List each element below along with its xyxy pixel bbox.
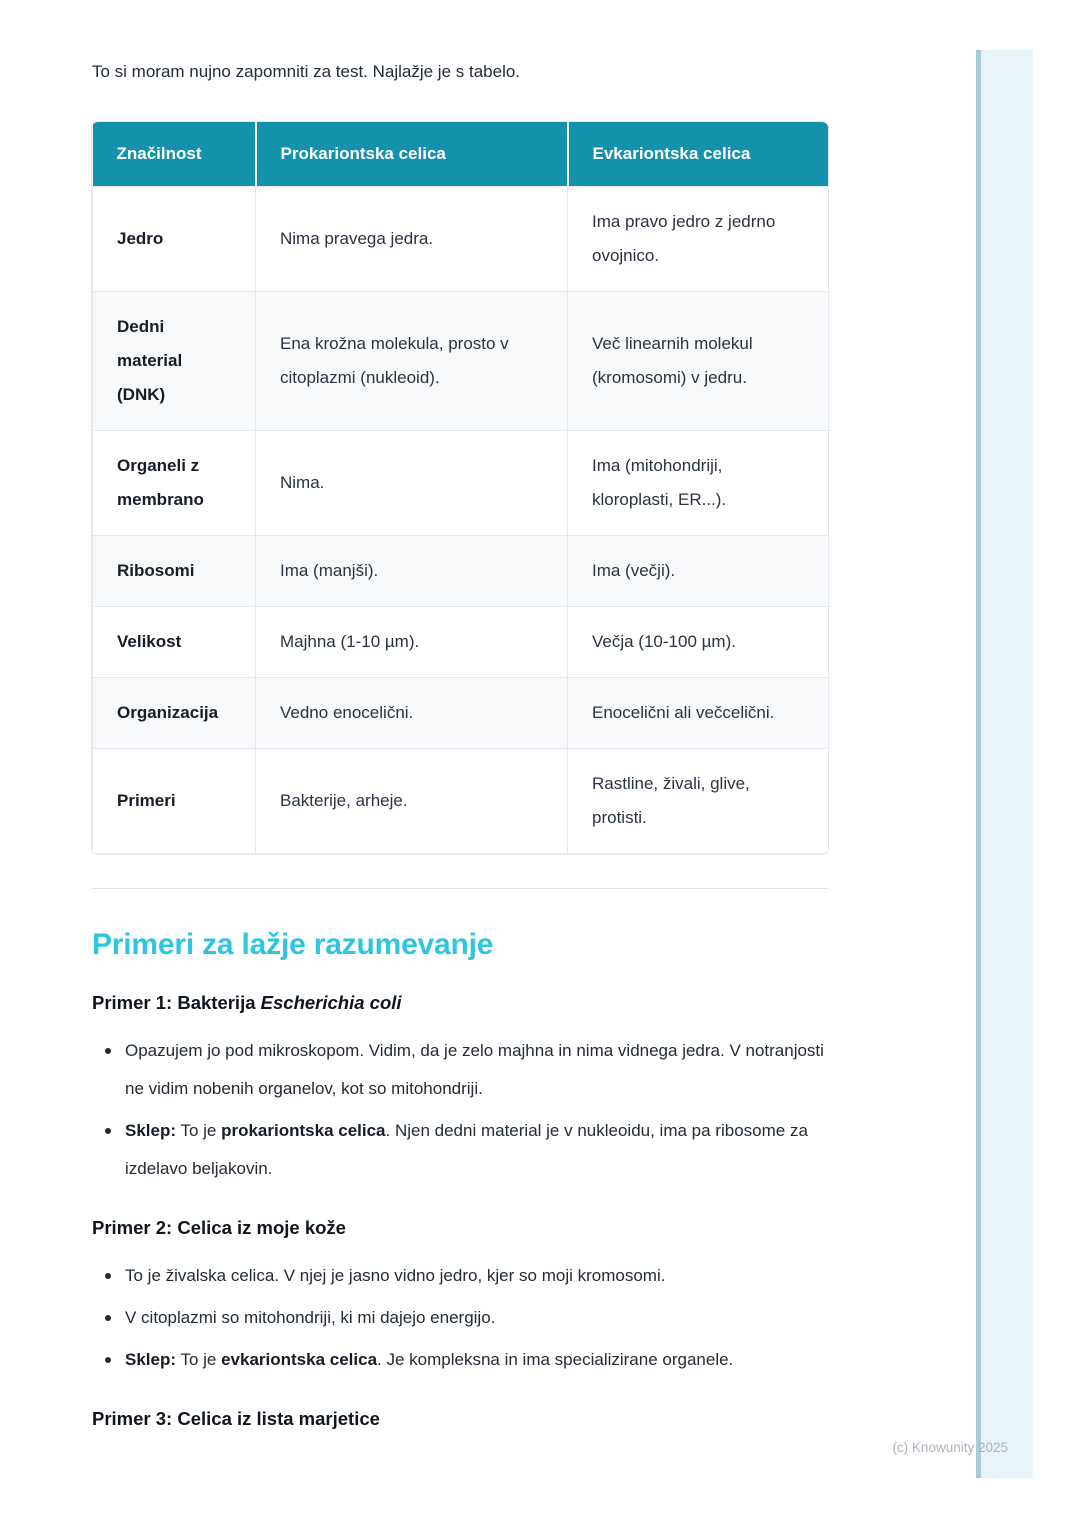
text-segment: To je (176, 1121, 222, 1140)
feature-cell: Primeri (93, 749, 256, 854)
text-segment: Sklep: (125, 1121, 177, 1140)
eukaryote-cell: Rastline, živali, glive, protisti. (568, 749, 829, 854)
text-segment: prokariontska celica (221, 1121, 386, 1140)
column-header-feature: Značilnost (93, 122, 256, 187)
prokaryote-cell: Ima (manjši). (256, 536, 568, 607)
table-row (93, 187, 829, 292)
list-item (125, 1032, 828, 1108)
example-bullets (92, 1032, 828, 1188)
text-segment: Sklep: (125, 1350, 177, 1369)
prokaryote-cell: Nima pravega jedra. (256, 187, 568, 292)
eukaryote-cell: Ima (večji). (568, 536, 829, 607)
text-segment: Escherichia coli (260, 992, 402, 1013)
text-segment: Primer 1: Bakterija (92, 992, 261, 1013)
feature-cell: Velikost (93, 607, 256, 678)
example-bullets (92, 1257, 828, 1379)
page-edge-panel (981, 50, 1033, 1478)
feature-cell: Dedni material (DNK) (93, 292, 256, 431)
list-item (125, 1299, 828, 1337)
prokaryote-cell: Majhna (1-10 µm). (256, 607, 568, 678)
list-item (125, 1341, 828, 1379)
section-heading: Primeri za lažje razumevanje (92, 928, 494, 961)
prokaryote-cell: Nima. (256, 431, 568, 536)
table-header (93, 122, 829, 187)
example-title (92, 1407, 828, 1431)
example-title (92, 1216, 828, 1240)
text-segment: Primer 3: Celica iz lista marjetice (92, 1408, 380, 1429)
watermark: (c) Knowunity 2025 (892, 1440, 1008, 1455)
text-segment: To je živalska celica. V njej je jasno vidno jedro, kjer so moji kromosomi. (125, 1266, 666, 1285)
table-row (93, 678, 829, 749)
intro-paragraph: To si moram nujno zapomniti za test. Najlažje je s tabelo. (92, 62, 521, 81)
text-segment: To je (176, 1350, 222, 1369)
list-item (125, 1112, 828, 1188)
table-header-row (93, 122, 829, 187)
comparison-table (92, 122, 828, 854)
prokaryote-cell: Bakterije, arheje. (256, 749, 568, 854)
text-segment: Primer 2: Celica iz moje kože (92, 1217, 346, 1238)
examples (92, 991, 828, 1431)
table-body (93, 187, 829, 854)
feature-cell: Ribosomi (93, 536, 256, 607)
table-row (93, 431, 829, 536)
table-row (93, 292, 829, 431)
eukaryote-cell: Ima pravo jedro z jedrno ovojnico. (568, 187, 829, 292)
table-row (93, 536, 829, 607)
eukaryote-cell: Več linearnih molekul (kromosomi) v jedru. (568, 292, 829, 431)
list-item (125, 1257, 828, 1295)
eukaryote-cell: Večja (10-100 µm). (568, 607, 829, 678)
feature-cell: Organizacija (93, 678, 256, 749)
column-header-eukaryote: Evkariontska celica (568, 122, 829, 187)
eukaryote-cell: Enocelični ali večcelični. (568, 678, 829, 749)
table-row (93, 749, 829, 854)
text-segment: . Njen dedni material je v nukleoidu, ima pa ribosome za izdelavo beljakovin. (125, 1121, 808, 1178)
feature-cell: Jedro (93, 187, 256, 292)
document-content (92, 0, 828, 1431)
example-title (92, 991, 828, 1015)
feature-cell: Organeli z membrano (93, 431, 256, 536)
comparison-table-wrap (92, 122, 828, 854)
text-segment: . Je kompleksna in ima specializirane organele. (377, 1350, 734, 1369)
prokaryote-cell: Vedno enocelični. (256, 678, 568, 749)
prokaryote-cell: Ena krožna molekula, prosto v citoplazmi (nukleoid). (256, 292, 568, 431)
table-row (93, 607, 829, 678)
text-segment: evkariontska celica (221, 1350, 378, 1369)
section-divider (92, 888, 828, 889)
eukaryote-cell: Ima (mitohondriji, kloroplasti, ER...). (568, 431, 829, 536)
column-header-prokaryote: Prokariontska celica (256, 122, 568, 187)
text-segment: V citoplazmi so mitohondriji, ki mi dajejo energijo. (125, 1308, 496, 1327)
text-segment: Opazujem jo pod mikroskopom. Vidim, da je zelo majhna in nima vidnega jedra. V notranjosti ne vidim nobenih organelov, kot so mitohondriji. (125, 1041, 824, 1098)
